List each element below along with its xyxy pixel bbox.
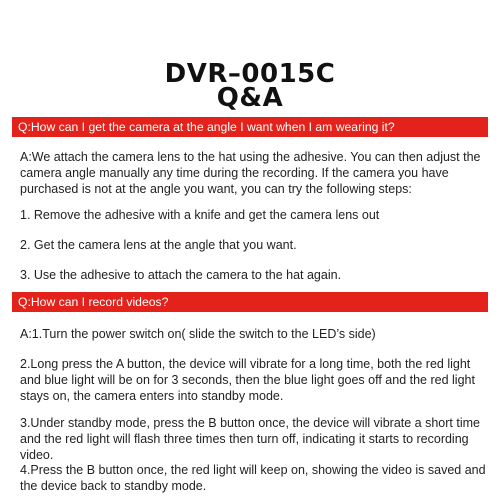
product-title: DVR–0015C [164,59,336,89]
question-bar-2: Q:How can I record videos? [12,292,488,312]
answer-1-step-1: 1. Remove the adhesive with a knife and get the camera lens out [20,208,380,222]
answer-2-step-2: 2.Long press the A button, the device will vibrate for a long time, both the red light and blue light will be on for 3 seconds, then the blue light goes off and the red light stays on, the camera enters into standby mode. [20,357,475,403]
qa-heading: Q&A [216,83,284,113]
answer-1-intro-text: A:We attach the camera lens to the hat using the adhesive. You can then adjust the camera angle manually any time during the recording. If the camera you have purchased is not at the angle you want, you can try the following steps: [20,150,481,196]
answer-1-step-2: 2. Get the camera lens at the angle that you want. [20,238,297,252]
answer-2-step-1: A:1.Turn the power switch on( slide the switch to the LED’s side) [20,327,376,341]
question-bar-1: Q:How can I get the camera at the angle I want when I am wearing it? [12,117,488,137]
answer-2-step-4: 4.Press the B button once, the red light will keep on, showing the video is saved and the device back to standby mode. [20,463,486,493]
answer-2-step-3: 3.Under standby mode, press the B button once, the device will vibrate a short time and the red light will flash three times then turn off, indicating it starts to recording video. [20,416,480,462]
answer-1-step-3: 3. Use the adhesive to attach the camera to the hat again. [20,268,342,282]
answer-1-intro [20,149,488,197]
